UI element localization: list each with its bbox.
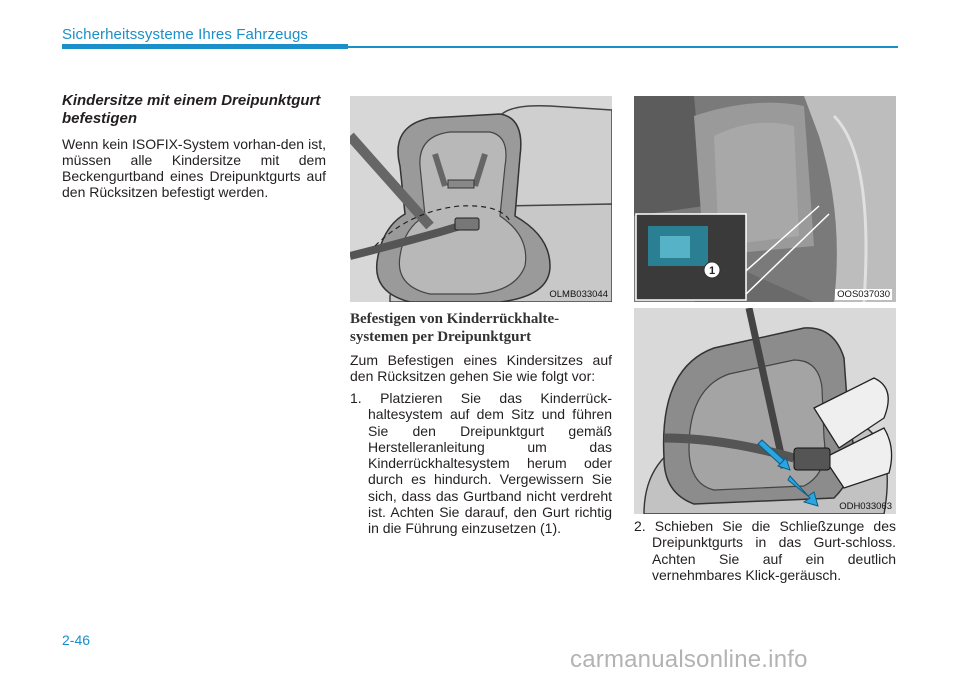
- procedure-step-1: 1. Platzieren Sie das Kinderrück-haltesystem auf dem Sitz und führen Sie den Dreipunktgurt gemäß Herstelleranleitung um das Kinderrückhaltesystem herum oder durch es hindurch. Vergewissern Sie sich, dass das Gurtband nicht verdreht ist. Achten Sie darauf, den Gurt richtig in die Führung einzusetzen (1).: [350, 390, 612, 537]
- callout-number-1: 1: [708, 265, 716, 277]
- belt-guide-photo-illustration: [634, 96, 896, 302]
- child-seat-bench-illustration: [350, 96, 612, 302]
- procedure-intro: Zum Befestigen eines Kindersitzes auf den Rücksitzen gehen Sie wie folgt vor:: [350, 352, 612, 384]
- section-heading: Kindersitze mit einem Dreipunktgurt befestigen: [62, 92, 321, 127]
- watermark: carmanualsonline.info: [570, 646, 808, 673]
- procedure-heading: Befestigen von Kinderrückhalte-systemen per Dreipunktgurt: [350, 311, 560, 345]
- figure-belt-guide-photo: [634, 96, 896, 302]
- procedure-step-2: 2. Schieben Sie die Schließzunge des Dreipunktgurts in das Gurt-schloss. Achten Sie auf ein deutlich vernehmbares Klick-geräusch.: [634, 518, 896, 583]
- header-rule-thick: [62, 44, 348, 49]
- intro-column: [62, 92, 326, 200]
- page-number: 2-46: [62, 632, 91, 648]
- figure-code-label: ODH033063: [839, 501, 892, 512]
- figure-child-seat-bench: [350, 96, 612, 302]
- section-text: Wenn kein ISOFIX-System vorhan-den ist, müssen alle Kindersitze mit dem Beckengurtband eines Dreipunktgurts auf den Rücksitzen befestigt werden.: [62, 136, 326, 200]
- figure-code-label: OOS037030: [837, 289, 890, 300]
- header-rule-thin: [348, 46, 898, 48]
- buckle-belt-illustration: [634, 308, 896, 514]
- procedure-column: [350, 310, 612, 537]
- header-title: Sicherheitssysteme Ihres Fahrzeugs: [62, 26, 308, 43]
- figure-buckle-belt: [634, 308, 896, 514]
- figure-code-label: OLMB033044: [549, 289, 608, 300]
- procedure-step-2-column: [634, 518, 896, 583]
